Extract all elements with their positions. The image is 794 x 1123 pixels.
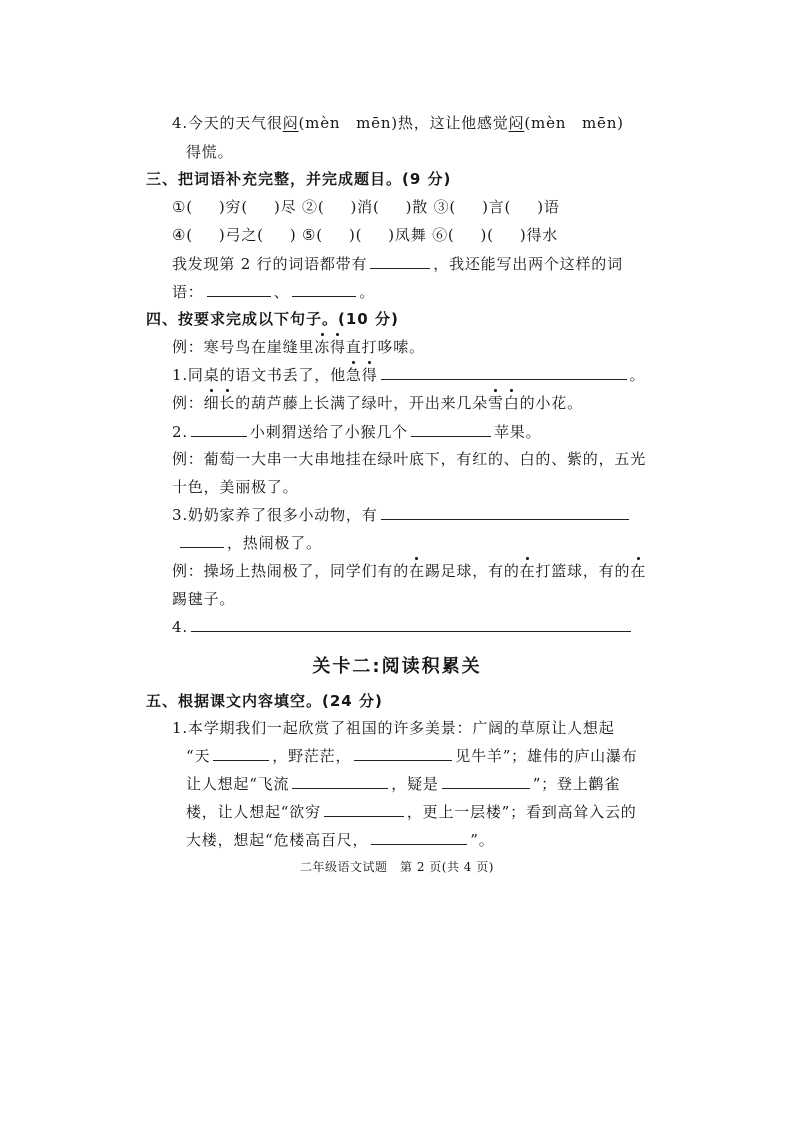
answer-blank[interactable]	[324, 802, 404, 817]
section-heading: 关卡二:阅读积累关	[312, 656, 482, 677]
dotted-char: 白	[503, 394, 520, 412]
section4-q3-line1	[172, 504, 632, 526]
q2-item4-line2: 得慌。	[186, 143, 234, 161]
answer-blank[interactable]	[292, 282, 356, 297]
answer-blank[interactable]	[442, 774, 530, 789]
section5-line3	[186, 773, 620, 795]
idiom-part: )语	[537, 198, 560, 216]
text: 3.奶奶家养了很多小动物，有	[172, 506, 378, 524]
answer-blank[interactable]	[381, 505, 629, 520]
section4-example4-line2: 踢毽子。	[172, 590, 236, 608]
text: 见牛羊”；雄伟的庐山瀑布	[455, 747, 638, 765]
pinyin-choice: (mèn mēn)	[298, 114, 398, 132]
section4-example2	[172, 392, 583, 414]
answer-blank[interactable]	[180, 533, 224, 548]
section5-line2	[186, 745, 638, 767]
text: ”；登上鹳雀	[532, 775, 621, 793]
text: 例：	[172, 394, 204, 412]
dotted-char: 在	[630, 562, 647, 580]
text: ，更上一层楼”；看到高耸入云的	[406, 803, 637, 821]
answer-blank[interactable]	[213, 746, 269, 761]
text: 苹果。	[493, 423, 542, 441]
text: 打篮球，有的	[535, 562, 631, 580]
idiom-part: )散 ③(	[405, 198, 457, 216]
text: 。	[359, 283, 376, 301]
dotted-char: 得	[361, 366, 378, 384]
text: 1.同桌的语文书丢了，他	[172, 366, 346, 384]
section5-line5	[186, 829, 495, 851]
text: 楼，让人想起“欲穷	[186, 803, 321, 821]
text: 、	[273, 283, 290, 301]
section4-example4-line1	[172, 560, 646, 582]
section5-title: 五、根据课文内容填空。(24 分)	[146, 692, 383, 710]
text: 大楼，想起“危楼高百尺，	[186, 831, 369, 849]
dotted-char: 在	[519, 562, 536, 580]
dotted-char: 细	[203, 394, 220, 412]
answer-blank[interactable]	[207, 282, 271, 297]
section5-line1: 1.本学期我们一起欣赏了祖国的许多美景：广阔的草原让人想起	[172, 719, 615, 737]
idiom-part: )消(	[350, 198, 380, 216]
underlined-char: 闷	[282, 114, 299, 132]
section4-example1	[172, 336, 425, 358]
text: 4.今天的天气很	[172, 114, 283, 132]
text: 小刺猬送给了小猴几个	[249, 423, 408, 441]
dotted-char: 急	[345, 366, 362, 384]
answer-blank[interactable]	[292, 774, 388, 789]
text: 的葫芦藤上长满了绿叶，开出来几朵	[235, 394, 489, 412]
text: 热，这让他感觉	[397, 114, 509, 132]
idiom-part: ) ⑤(	[289, 226, 323, 244]
text: 。	[629, 366, 646, 384]
section3-row2	[172, 224, 558, 246]
dotted-char: 雪	[488, 394, 504, 412]
section4-title: 四、按要求完成以下句子。(10 分)	[146, 310, 399, 328]
text: 例：寒号鸟在崖缝里	[172, 338, 315, 356]
section3-question-line1	[172, 253, 623, 275]
idiom-part: )(	[480, 226, 494, 244]
text: 语：	[172, 283, 204, 301]
answer-blank[interactable]	[370, 254, 430, 269]
text: ，热闹极了。	[227, 534, 322, 552]
dotted-char: 长	[219, 394, 236, 412]
pinyin-choice: (mèn mēn)	[524, 114, 624, 132]
section4-q4	[172, 616, 634, 638]
text: ”。	[470, 831, 495, 849]
idiom-part: )弓之(	[218, 226, 264, 244]
text: 让人想起“飞流	[186, 775, 290, 793]
idiom-part: )(	[348, 226, 363, 244]
answer-blank[interactable]	[354, 746, 452, 761]
section4-example3-line1: 例：葡萄一大串一大串地挂在绿叶底下，有红的、白的、紫的，五光	[172, 450, 647, 468]
text: 4.	[172, 618, 188, 636]
text: ，疑是	[391, 775, 439, 793]
answer-blank[interactable]	[411, 422, 491, 437]
answer-blank[interactable]	[381, 365, 627, 380]
idiom-part: )凤舞 ⑥(	[388, 226, 455, 244]
section3-question-line2	[172, 281, 375, 303]
text: ，野茫茫，	[272, 747, 352, 765]
section3-row1	[172, 196, 560, 218]
text: 踢足球，有的	[424, 562, 520, 580]
text: 我发现第 2 行的词语都带有	[172, 255, 368, 273]
q2-item4-line1	[172, 112, 624, 134]
answer-blank[interactable]	[191, 617, 631, 632]
idiom-part: )尽 ②(	[274, 198, 325, 216]
dotted-char: 得	[330, 338, 346, 356]
text: 的小花。	[519, 394, 583, 412]
section5-line4	[186, 801, 637, 823]
underlined-char: 闷	[508, 114, 525, 132]
text: 例：操场上热闹极了，同学们有的	[172, 562, 410, 580]
text: ，我还能写出两个这样的词	[433, 255, 623, 273]
idiom-part: )言(	[482, 198, 512, 216]
idiom-part: )得水	[519, 226, 559, 244]
text: 直打哆嗦。	[345, 338, 425, 356]
dotted-char: 在	[409, 562, 425, 580]
idiom-part: ④(	[172, 226, 193, 244]
answer-blank[interactable]	[371, 830, 467, 845]
section4-example3-line2: 十色，美丽极了。	[172, 478, 299, 496]
idiom-part: )穷(	[218, 198, 249, 216]
text: 2.	[172, 423, 188, 441]
page-footer: 二年级语文试题 第 2 页(共 4 页)	[300, 860, 494, 874]
section4-q3-line2	[180, 532, 322, 554]
section3-title: 三、把词语补充完整，并完成题目。(9 分)	[146, 170, 452, 188]
idiom-part: ①(	[172, 198, 193, 216]
section4-q2	[172, 421, 541, 443]
text: “天	[186, 747, 211, 765]
dotted-char: 冻	[314, 338, 331, 356]
answer-blank[interactable]	[191, 422, 247, 437]
section4-q1	[172, 364, 645, 386]
